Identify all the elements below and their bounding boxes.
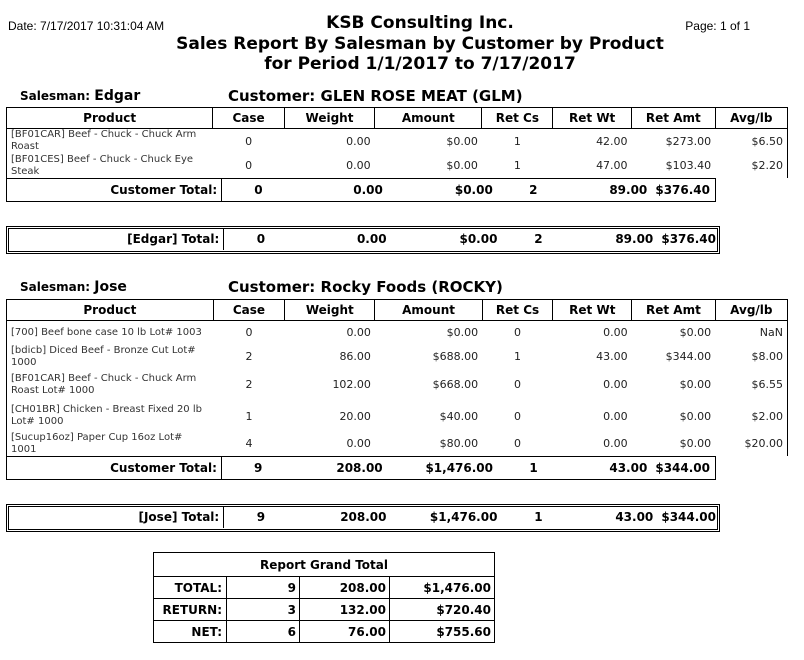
total-weight: 208.00: [340, 510, 387, 524]
ret-amt-cell: $0.00: [679, 326, 712, 340]
sales-table-jose: [6, 299, 788, 456]
total-ret-amt: $376.40: [661, 232, 716, 246]
customer-total-row: [6, 457, 714, 479]
case-cell: 1: [245, 409, 253, 423]
col-header-ret-amt: Ret Amt: [632, 108, 716, 129]
salesman-label: Salesman:: [20, 89, 91, 103]
total-ret-wt: 43.00: [609, 461, 648, 475]
grand-net-amount: $755.60: [390, 621, 495, 643]
grand-total-table: [153, 552, 495, 643]
customer-total-label: Customer Total:: [6, 179, 222, 201]
customer-name: Rocky Foods (ROCKY): [320, 278, 503, 296]
customer-label: Customer:: [228, 87, 316, 105]
total-ret-cs: 1: [529, 461, 538, 475]
customer-total-row: [6, 179, 714, 201]
avg-lb-cell: $6.50: [715, 129, 787, 154]
page-number: Page: 1 of 1: [685, 19, 750, 33]
amount-cell: $688.00: [432, 350, 479, 363]
amount-cell: $668.00: [432, 378, 479, 391]
ret-amt-cell: $0.00: [679, 378, 712, 391]
grand-total-case: 9: [227, 577, 300, 599]
grand-net-weight: 76.00: [300, 621, 390, 643]
total-ret-amt: $344.00: [661, 510, 716, 524]
table-row: [7, 345, 788, 369]
col-header-ret-cs: Ret Cs: [482, 300, 553, 321]
col-header-avg-lb: Avg/lb: [715, 300, 787, 321]
salesman-total-label: [Jose] Total:: [6, 506, 224, 528]
avg-lb-cell: $2.00: [715, 401, 787, 432]
table-header-row: [7, 300, 788, 321]
total-ret-wt: 43.00: [615, 510, 654, 524]
salesman-total-row: [6, 506, 720, 528]
ret-wt-cell: 47.00: [596, 159, 628, 172]
total-amount: $1,476.00: [425, 461, 494, 475]
salesman-label: Salesman:: [20, 280, 91, 294]
total-case: 0: [254, 183, 263, 197]
total-ret-wt: 89.00: [615, 232, 654, 246]
col-header-weight: Weight: [284, 108, 374, 129]
avg-lb-cell: NaN: [715, 321, 787, 345]
amount-cell: $0.00: [446, 326, 479, 340]
weight-cell: 0.00: [346, 437, 371, 450]
customer-heading: [228, 87, 523, 105]
product-cell: [BF01CAR] Beef - Chuck - Chuck Arm Roast: [7, 129, 213, 154]
grand-net-row: [154, 621, 495, 643]
total-amount: $1,476.00: [429, 510, 498, 524]
salesman-heading: [20, 279, 127, 295]
case-cell: 0: [245, 134, 253, 148]
total-case: 9: [256, 510, 266, 524]
total-weight: 0.00: [353, 183, 383, 197]
product-cell: [Sucup16oz] Paper Cup 16oz Lot# 1001: [7, 432, 214, 456]
col-header-ret-wt: Ret Wt: [553, 300, 632, 321]
col-header-avg-lb: Avg/lb: [715, 108, 787, 129]
report-title: Sales Report By Salesman by Customer by Product: [176, 34, 664, 54]
case-cell: 0: [245, 159, 253, 172]
table-row: [7, 369, 788, 401]
grand-return-label: RETURN:: [154, 599, 227, 621]
company-name: KSB Consulting Inc.: [326, 13, 514, 33]
grand-return-row: [154, 599, 495, 621]
customer-name: GLEN ROSE MEAT (GLM): [320, 87, 523, 105]
table-header-row: [7, 108, 788, 129]
total-ret-cs: 2: [529, 183, 538, 197]
total-ret-cs: 2: [534, 232, 543, 246]
salesman-total-label: [Edgar] Total:: [6, 228, 224, 250]
total-case: 0: [256, 232, 266, 246]
case-cell: 2: [245, 350, 253, 363]
ret-wt-cell: 42.00: [596, 134, 628, 148]
ret-wt-cell: 0.00: [603, 437, 628, 450]
col-header-ret-cs: Ret Cs: [482, 108, 553, 129]
report-date: Date: 7/17/2017 10:31:04 AM: [8, 19, 165, 33]
product-cell: [BF01CAR] Beef - Chuck - Chuck Arm Roast Lot# 1000: [7, 369, 214, 401]
col-header-weight: Weight: [285, 300, 375, 321]
sales-table-edgar: [6, 107, 788, 178]
total-ret-amt: $344.00: [655, 461, 710, 475]
grand-net-label: NET:: [154, 621, 227, 643]
ret-amt-cell: $103.40: [665, 159, 712, 172]
col-header-amount: Amount: [375, 108, 482, 129]
product-cell: [BF01CES] Beef - Chuck - Chuck Eye Steak: [7, 154, 213, 178]
ret-wt-cell: 43.00: [596, 350, 628, 363]
grand-return-weight: 132.00: [300, 599, 390, 621]
total-weight: 0.00: [356, 232, 387, 246]
table-row: [7, 432, 788, 456]
ret-amt-cell: $0.00: [679, 409, 712, 423]
grand-total-row: [154, 577, 495, 599]
customer-total-label: Customer Total:: [6, 457, 221, 479]
ret-cs-cell: 0: [514, 326, 522, 340]
grand-total-label: TOTAL:: [154, 577, 227, 599]
product-cell: [700] Beef bone case 10 lb Lot# 1003: [7, 321, 214, 345]
table-row: [7, 154, 788, 178]
salesman-name: Edgar: [94, 88, 141, 104]
grand-total-title: Report Grand Total: [154, 553, 495, 577]
case-cell: 0: [245, 326, 253, 340]
total-ret-cs: 1: [534, 510, 543, 524]
grand-net-case: 6: [227, 621, 300, 643]
ret-cs-cell: 1: [513, 134, 521, 148]
table-row: [7, 401, 788, 432]
case-cell: 4: [245, 437, 253, 450]
amount-cell: $0.00: [446, 134, 478, 148]
weight-cell: 20.00: [339, 409, 371, 423]
ret-amt-cell: $0.00: [679, 437, 712, 450]
weight-cell: 0.00: [346, 134, 371, 148]
col-header-case: Case: [213, 108, 285, 129]
grand-return-case: 3: [227, 599, 300, 621]
grand-total-amount: $1,476.00: [390, 577, 495, 599]
total-amount: $0.00: [459, 232, 498, 246]
ret-wt-cell: 0.00: [603, 378, 628, 391]
customer-heading: [228, 278, 503, 296]
ret-wt-cell: 0.00: [603, 326, 628, 340]
weight-cell: 102.00: [332, 378, 371, 391]
avg-lb-cell: $2.20: [715, 154, 787, 178]
total-amount: $0.00: [454, 183, 493, 197]
report-period: for Period 1/1/2017 to 7/17/2017: [264, 54, 576, 74]
product-cell: [bdicb] Diced Beef - Bronze Cut Lot# 1000: [7, 345, 214, 369]
ret-wt-cell: 0.00: [603, 409, 628, 423]
total-ret-wt: 89.00: [609, 183, 648, 197]
total-ret-amt: $376.40: [655, 183, 710, 197]
table-row: [7, 129, 788, 154]
ret-cs-cell: 1: [514, 350, 522, 363]
col-header-amount: Amount: [375, 300, 482, 321]
col-header-ret-wt: Ret Wt: [553, 108, 632, 129]
weight-cell: 86.00: [339, 350, 371, 363]
avg-lb-cell: $6.55: [715, 369, 787, 401]
ret-cs-cell: 0: [514, 437, 522, 450]
amount-cell: $80.00: [439, 437, 479, 450]
weight-cell: 0.00: [346, 159, 371, 172]
total-weight: 208.00: [336, 461, 383, 475]
grand-return-amount: $720.40: [390, 599, 495, 621]
weight-cell: 0.00: [346, 326, 371, 340]
col-header-product: Product: [7, 300, 214, 321]
ret-cs-cell: 0: [514, 409, 522, 423]
table-row: [7, 321, 788, 345]
ret-amt-cell: $273.00: [665, 134, 712, 148]
salesman-name: Jose: [94, 279, 127, 295]
case-cell: 2: [245, 378, 253, 391]
grand-total-weight: 208.00: [300, 577, 390, 599]
avg-lb-cell: $8.00: [715, 345, 787, 369]
col-header-ret-amt: Ret Amt: [632, 300, 716, 321]
ret-cs-cell: 0: [514, 378, 522, 391]
ret-amt-cell: $344.00: [665, 350, 712, 363]
col-header-case: Case: [213, 300, 284, 321]
col-header-product: Product: [7, 108, 213, 129]
salesman-heading: [20, 88, 140, 104]
total-case: 9: [253, 461, 263, 475]
customer-label: Customer:: [228, 278, 316, 296]
product-cell: [CH01BR] Chicken - Breast Fixed 20 lb Lot# 1000: [7, 401, 214, 432]
avg-lb-cell: $20.00: [715, 432, 787, 456]
ret-cs-cell: 1: [513, 159, 521, 172]
salesman-total-row: [6, 228, 720, 250]
amount-cell: $40.00: [439, 409, 479, 423]
amount-cell: $0.00: [446, 159, 478, 172]
